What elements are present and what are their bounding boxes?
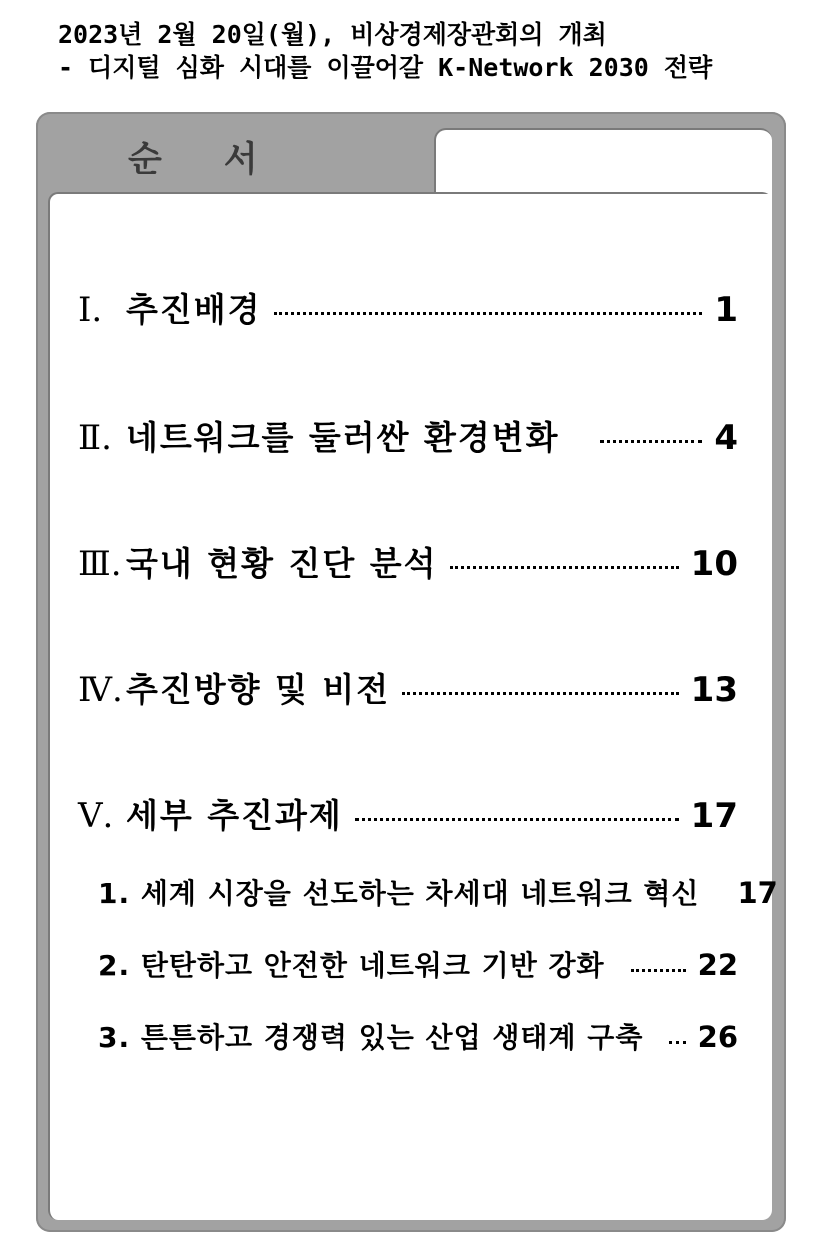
toc-page-number: 1 (714, 290, 738, 330)
header-subtitle-line: - 디지털 심화 시대를 이끌어갈 K-Network 2030 전략 (58, 53, 713, 82)
toc-page-number: 17 (690, 796, 738, 836)
toc-numeral: Ⅰ. (78, 290, 103, 330)
toc-numeral: Ⅴ. (78, 796, 114, 836)
toc-title: 세부 추진과제 (126, 796, 343, 835)
header-title-line: 2023년 2월 20일(월), 비상경제장관회의 개최 (58, 20, 607, 49)
dot-leader (450, 566, 679, 569)
dot-leader (274, 312, 703, 315)
dot-leader (402, 692, 679, 695)
toc-subtitle: 3. 튼튼하고 경쟁력 있는 산업 생태계 구축 (98, 1021, 644, 1054)
toc-numeral: Ⅲ. (78, 544, 122, 584)
toc-subentry[interactable] (98, 872, 778, 912)
toc-subtitle: 2. 탄탄하고 안전한 네트워크 기반 강화 (98, 949, 605, 982)
toc-page-number: 26 (697, 1020, 738, 1054)
toc-numeral: Ⅱ. (78, 418, 112, 458)
toc-tab-label: 순서 (128, 140, 320, 180)
toc-title: 추진배경 (126, 290, 262, 329)
dot-leader (669, 1041, 685, 1044)
toc-entry[interactable] (78, 664, 738, 711)
toc-subtitle: 1. 세계 시장을 선도하는 차세대 네트워크 혁신 (98, 877, 700, 910)
toc-entry[interactable] (78, 538, 738, 585)
toc-entry[interactable] (78, 412, 738, 459)
toc-title: 네트워크를 둘러싼 환경변화 (126, 418, 560, 457)
toc-page-number: 13 (690, 670, 738, 710)
dot-leader (355, 818, 679, 821)
dot-leader (600, 440, 703, 443)
toc-subentry[interactable] (98, 1016, 738, 1056)
toc-entry[interactable] (78, 790, 738, 837)
toc-numeral: Ⅳ. (78, 670, 123, 710)
toc-title: 국내 현황 진단 분석 (126, 544, 438, 583)
toc-page-number: 4 (714, 418, 738, 458)
toc-page-number: 17 (737, 876, 778, 910)
toc-page-number: 10 (690, 544, 738, 584)
document-header (58, 18, 712, 84)
dot-leader (631, 969, 686, 972)
toc-title: 추진방향 및 비전 (126, 670, 391, 709)
toc-frame (36, 112, 786, 1232)
toc-subentry[interactable] (98, 944, 738, 984)
toc-page-number: 22 (697, 948, 738, 982)
toc-entry[interactable] (78, 284, 738, 331)
